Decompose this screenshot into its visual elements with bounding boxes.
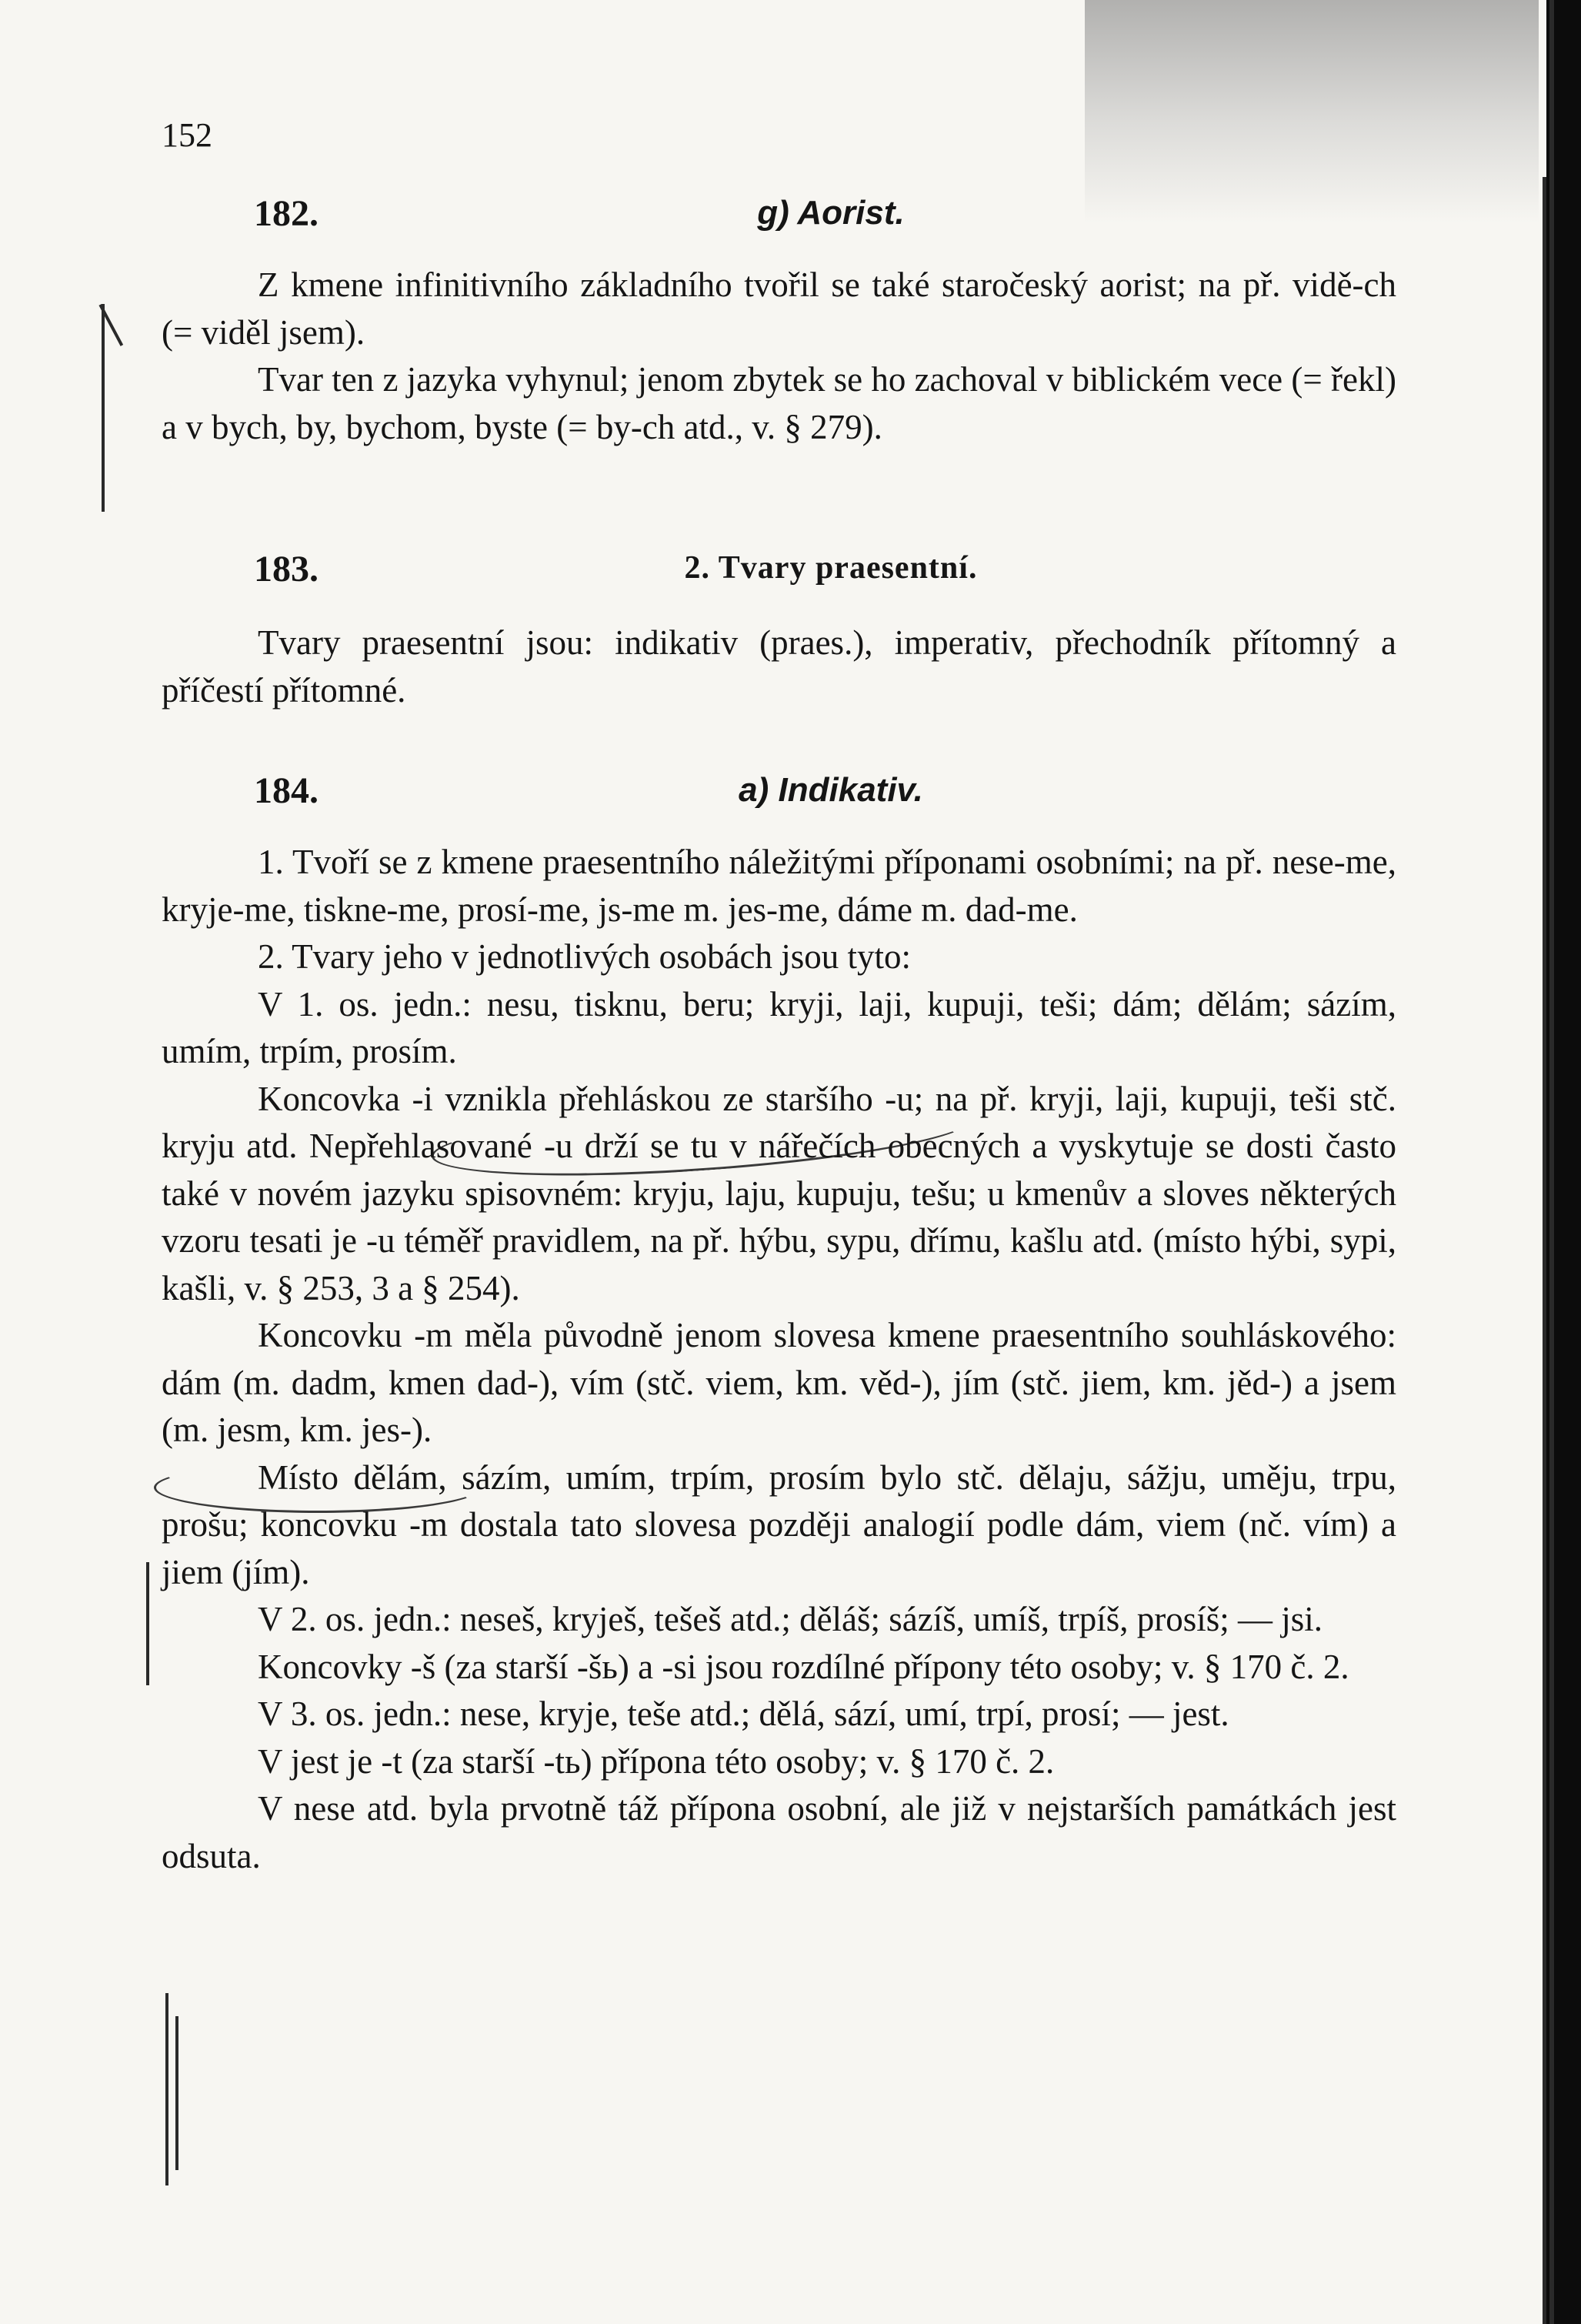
paragraph: V 3. os. jedn.: nese, kryje, teše atd.; dělá, sází, umí, trpí, prosí; — jest. <box>258 1695 1229 1733</box>
section-number: 182. <box>254 193 319 234</box>
paragraph: 2. Tvary jeho v jednotlivých osobách jsou tyto: <box>258 937 912 976</box>
section-header <box>254 770 1408 823</box>
section-title: 2. Tvary praesentní. <box>684 550 978 586</box>
paragraph: V 1. os. jedn.: nesu, tisknu, beru; kryji, laji, kupuji, teši; dám; dělám; sázím, umím, trpím, prosím. <box>162 984 1396 1070</box>
paragraph: 1. Tvoří se z kmene praesentního náležitými příponami osobními; na př. nese-me, kryje-me, tiskne-me, prosí-me, js-me m. jes-me, dáme m. dad-me. <box>162 843 1396 929</box>
paragraph: Koncovku -m měla původně jenom slovesa kmene praesentního souhláskového: dám (m. dadm, kmen dad-), vím (stč. viem, km. věd-), jím (stč. jiem, km. jěd-) a jsem (m. jesm, km. jes-). <box>162 1316 1396 1449</box>
section-header <box>254 548 1408 602</box>
section-header <box>254 192 1408 246</box>
margin-pencil-mark <box>102 304 105 512</box>
page-number: 152 <box>162 116 212 154</box>
section-title: a) Indikativ. <box>739 771 923 809</box>
section-number: 184. <box>254 770 319 811</box>
margin-pencil-mark <box>146 1562 149 1685</box>
scan-edge-line <box>1549 0 1554 2324</box>
section-title: g) Aorist. <box>757 194 905 232</box>
paragraph: Z kmene infinitivního základního tvořil se také staročeský aorist; na př. vidě-ch (= viděl jsem). <box>162 265 1396 352</box>
margin-pencil-mark <box>165 1993 168 2185</box>
paragraph: V jest je -t (za starší -tь) přípona této osoby; v. § 170 č. 2. <box>258 1741 1055 1781</box>
paragraph: Tvary praesentní jsou: indikativ (praes.), imperativ, přechodník přítomný a příčestí přítomné. <box>162 623 1396 710</box>
scan-smudge <box>1085 0 1539 223</box>
margin-rule <box>1543 177 1546 2324</box>
paragraph: Koncovky -š (za starší -šь) a -si jsou rozdílné přípony této osoby; v. § 170 č. 2. <box>258 1647 1349 1686</box>
section-body <box>162 262 1396 451</box>
section-body <box>162 619 1396 714</box>
paragraph: Místo dělám, sázím, umím, trpím, prosím bylo stč. dělaju, sáz̆ju, uměju, trpu, prošu; koncovku -m dostala tato slovesa později analogií podle dám, viem (nč. vím) a jiem (jím). <box>162 1458 1396 1591</box>
paragraph: Tvar ten z jazyka vyhynul; jenom zbytek se ho zachoval v biblickém vece (= řekl) a v bych, by, bychom, byste (= by-ch atd., v. § 279). <box>162 360 1396 446</box>
margin-pencil-mark <box>175 2016 178 2170</box>
section-number: 183. <box>254 549 319 589</box>
section-body <box>162 839 1396 1880</box>
paragraph: Koncovka -i vznikla přehláskou ze staršího -u; na př. kryji, laji, kupuji, teši stč. kryju atd. Nepřehlasované -u drží se tu v nářečích obecných a vyskytuje se dosti často také v novém jazyku spisovném: kryju, laju, kupuju, tešu; u kmenův a sloves některých vzoru tesati je -u téměř pravidlem, na př. hýbu, sypu, dřímu, kašlu atd. (místo hýbi, sypi, kašli, v. § 253, 3 a § 254). <box>162 1079 1396 1307</box>
paragraph: V 2. os. jedn.: neseš, kryješ, tešeš atd.; děláš; sázíš, umíš, trpíš, prosíš; — jsi. <box>258 1600 1323 1638</box>
paragraph: V nese atd. byla prvotně táž přípona osobní, ale již v nejstarších památkách jest odsuta. <box>162 1789 1396 1875</box>
